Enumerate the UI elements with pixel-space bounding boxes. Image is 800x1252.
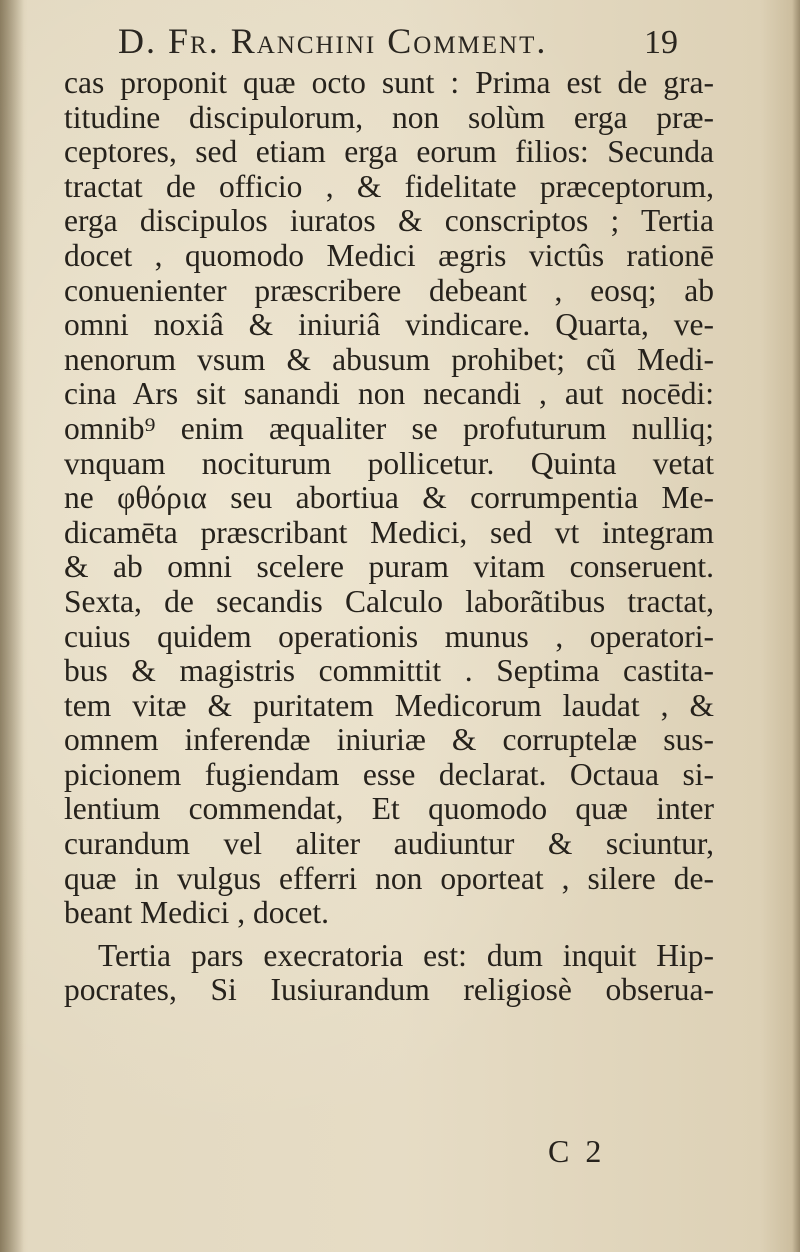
text-line: & ab omni scelere puram vitam conseruent. (64, 549, 714, 585)
body-text (64, 66, 714, 1008)
text-line: pocrates, Si Iusiurandum religiosè obserua- (64, 972, 714, 1008)
gutter-shadow (0, 0, 24, 1252)
text-line: Sexta, de secandis Calculo laborãtibus tractat, (64, 583, 714, 619)
page-edge-shadow (792, 0, 800, 1252)
text-line: cas proponit quæ octo sunt : Prima est de gra- (64, 65, 714, 100)
text-line: ne φθόρια seu abortiua & corrumpentia Me- (64, 480, 714, 516)
running-head (118, 20, 678, 68)
text-line: tem vitæ & puritatem Medicorum laudat , & (64, 687, 714, 723)
text-line: omni noxiâ & iniuriâ vindicare. Quarta, ve- (64, 307, 714, 343)
text-line: vnquam nociturum pollicetur. Quinta vetat (64, 445, 714, 481)
text-line: tractat de officio , & fidelitate præceptorum, (64, 168, 714, 204)
text-line: Tertia pars execratoria est: dum inquit Hip- (98, 937, 714, 973)
text-line: cina Ars sit sanandi non necandi , aut nocēdi: (64, 376, 714, 412)
text-line: omnib⁹ enim æqualiter se profuturum nulliq; (64, 410, 714, 446)
text-line: bus & magistris committit . Septima castita- (64, 653, 714, 689)
text-line: dicamēta præscribant Medici, sed vt integram (64, 514, 714, 550)
text-line: quæ in vulgus efferri non oporteat , silere de- (64, 860, 714, 896)
signature-mark: C 2 (548, 1133, 606, 1169)
text-line: docet , quomodo Medici ægris victûs rationē (64, 237, 714, 273)
text-line: erga discipulos iuratos & conscriptos ; Tertia (64, 203, 714, 239)
page-number: 19 (644, 24, 678, 61)
text-line: curandum vel aliter audiuntur & sciuntur, (64, 826, 714, 862)
running-head-title: D. Fr. Ranchini Comment. (118, 21, 548, 61)
text-line: cuius quidem operationis munus , operatori- (64, 618, 714, 654)
text-line: omnem inferendæ iniuriæ & corruptelæ sus- (64, 722, 714, 758)
text-line: titudine discipulorum, non solùm erga præ- (64, 99, 714, 135)
text-line: lentium commendat, Et quomodo quæ inter (64, 791, 714, 827)
text-line: ceptores, sed etiam erga eorum filios: Secunda (64, 134, 714, 170)
text-line: conuenienter præscribere debeant , eosq; ab (64, 272, 714, 308)
text-line: picionem fugiendam esse declarat. Octaua si- (64, 756, 714, 792)
text-line: nenorum vsum & abusum prohibet; cũ Medi- (64, 341, 714, 377)
text-line: beant Medici , docet. (64, 895, 330, 931)
